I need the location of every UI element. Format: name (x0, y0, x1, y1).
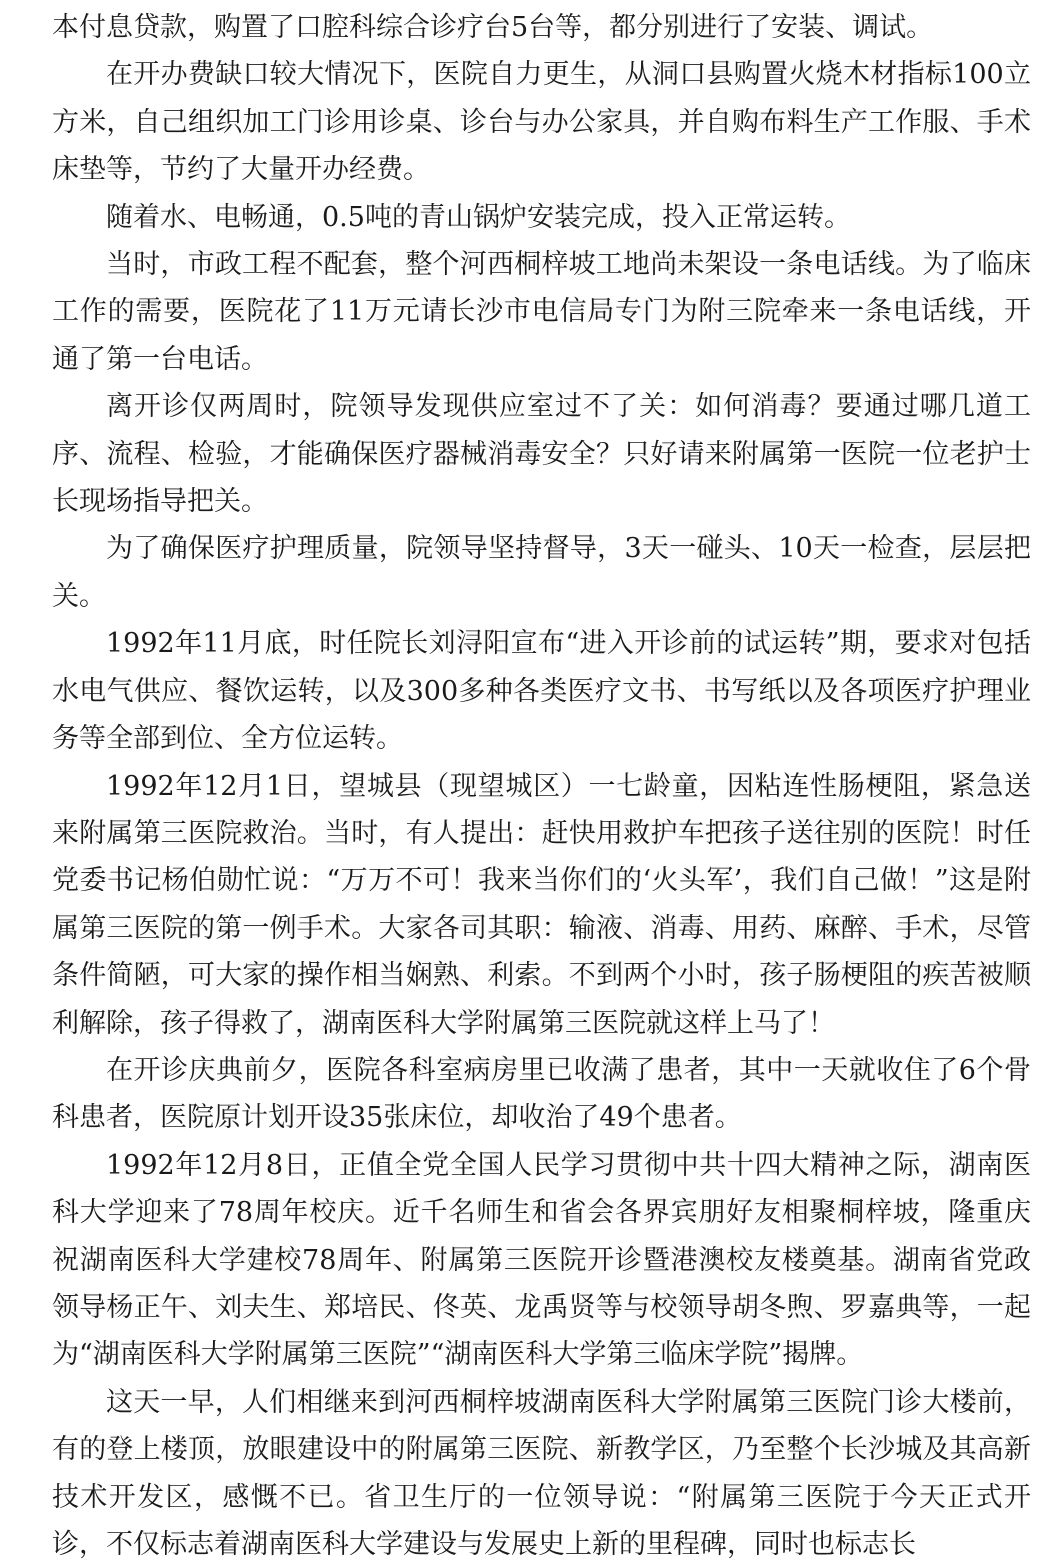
paragraph: 1992年12月8日，正值全党全国人民学习贯彻中共十四大精神之际，湖南医科大学迎来了78周年校庆。近千名师生和省会各界宾朋好友相聚桐梓坡，隆重庆祝湖南医科大学建校78周年、附属第三医院开诊暨港澳校友楼奠基。湖南省党政领导杨正午、刘夫生、郑培民、佟英、龙禹贤等与校领导胡冬煦、罗嘉典等，一起为“湖南医科大学附属第三医院”“湖南医科大学第三临床学院”揭牌。 (52, 1149, 1031, 1371)
paragraph: 当时，市政工程不配套，整个河西桐梓坡工地尚未架设一条电话线。为了临床工作的需要，医院花了11万元请长沙市电信局专门为附三院牵来一条电话线，开通了第一台电话。 (52, 249, 1031, 375)
paragraph: 在开办费缺口较大情况下，医院自力更生，从洞口县购置火烧木材指标100立方米，自己组织加工门诊用诊桌、诊台与办公家具，并自购布料生产工作服、手术床垫等，节约了大量开办经费。 (52, 59, 1031, 186)
paragraph: 离开诊仅两周时，院领导发现供应室过不了关：如何消毒？要通过哪几道工序、流程、检验，才能确保医疗器械消毒安全？只好请来附属第一医院一位老护士长现场指导把关。 (52, 391, 1031, 518)
paragraph: 1992年11月底，时任院长刘浔阳宣布“进入开诊前的试运转”期，要求对包括水电气供应、餐饮运转，以及300多种各类医疗文书、书写纸以及各项医疗护理业务等全部到位、全方位运转。 (52, 628, 1031, 755)
paragraph: 在开诊庆典前夕，医院各科室病房里已收满了患者，其中一天就收住了6个骨科患者，医院原计划开设35张床位，却收治了49个患者。 (52, 1054, 1031, 1134)
paragraph: 随着水、电畅通，0.5吨的青山锅炉安装完成，投入正常运转。 (106, 201, 851, 233)
paragraph: 这天一早，人们相继来到河西桐梓坡湖南医科大学附属第三医院门诊大楼前，有的登上楼顶，放眼建设中的附属第三医院、新教学区，乃至整个长沙城及其高新技术开发区，感慨不已。省卫生厅的一位领导说：“附属第三医院于今天正式开诊，不仅标志着湖南医科大学建设与发展史上新的里程碑，同时也标志长 (52, 1386, 1031, 1560)
paragraph: 为了确保医疗护理质量，院领导坚持督导，3天一碰头、10天一检查，层层把关。 (52, 533, 1031, 612)
paragraph: 本付息贷款，购置了口腔科综合诊疗台5台等，都分别进行了安装、调试。 (52, 12, 934, 43)
paragraph: 1992年12月1日，望城县（现望城区）一七龄童，因粘连性肠梗阻，紧急送来附属第三医院救治。当时，有人提出：赶快用救护车把孩子送往别的医院！时任党委书记杨伯勋忙说：“万万不可！我来当你们的‘火头军’，我们自己做！”这是附属第三医院的第一例手术。大家各司其职：输液、消毒、用药、麻醉、手术，尽管条件简陋，可大家的操作相当娴熟、利索。不到两个小时，孩子肠梗阻的疾苦被顺利解除，孩子得救了，湖南医科大学附属第三医院就这样上马了！ (52, 770, 1031, 1039)
